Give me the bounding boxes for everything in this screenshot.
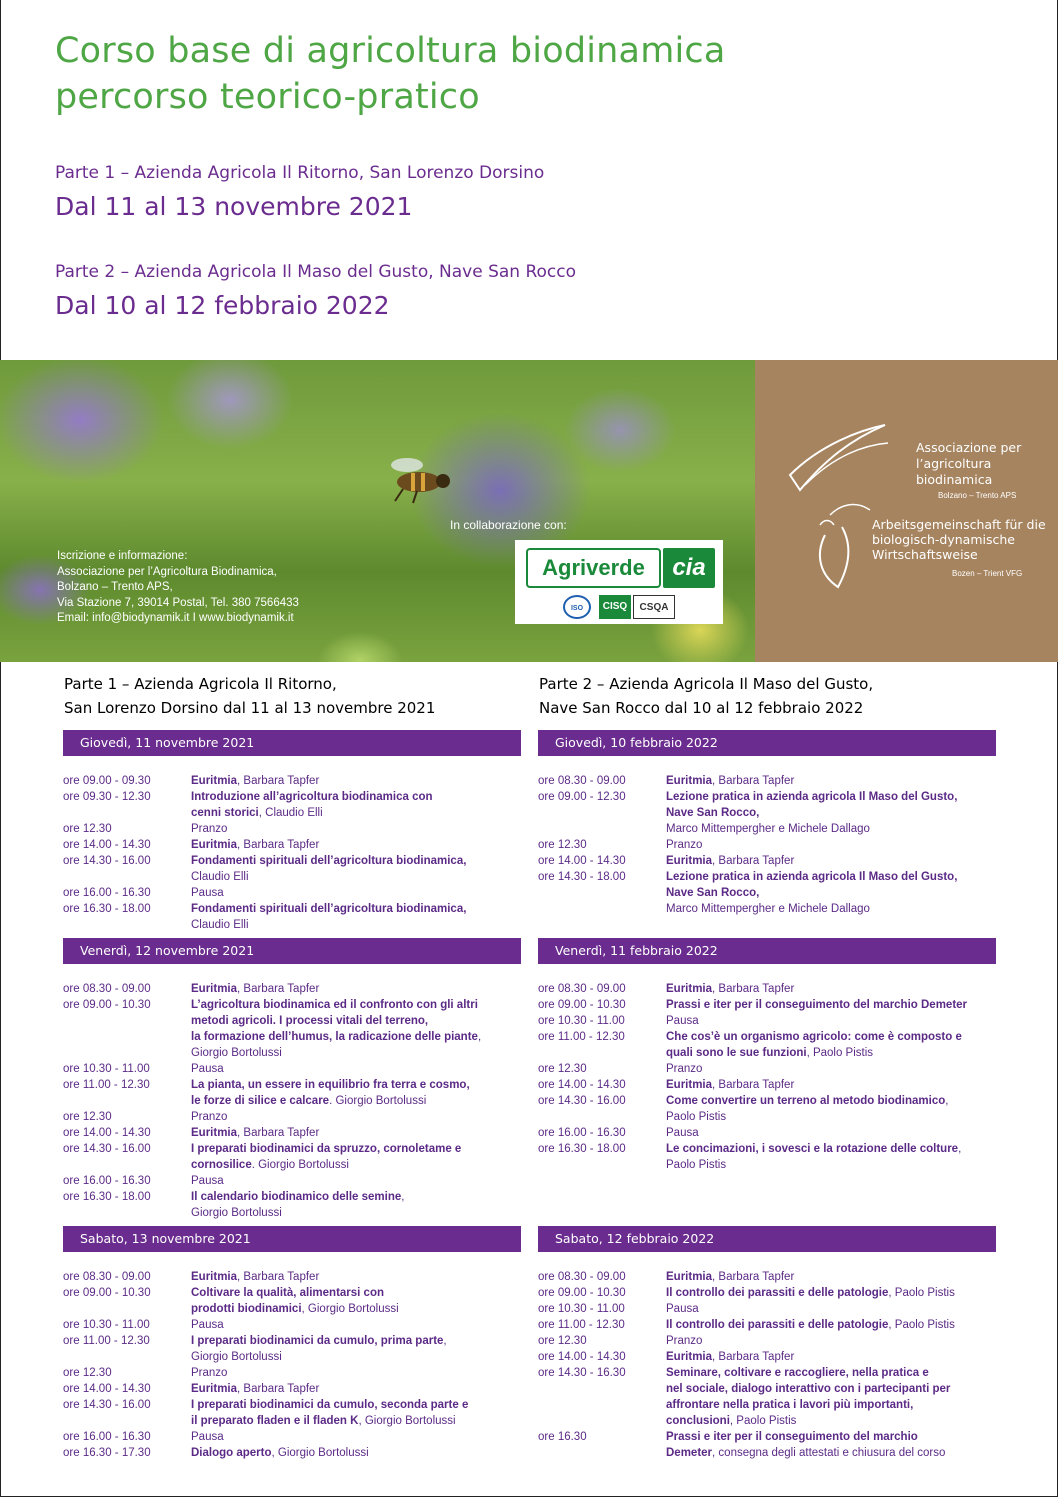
schedule-activity: [666, 1013, 996, 1029]
activity-detail: , Barbara Tapfer: [237, 1383, 320, 1395]
activity-title: Il controllo dei parassiti e delle patologie: [666, 1319, 889, 1331]
schedule-activity: [666, 1301, 996, 1317]
schedule-row: [538, 1365, 996, 1429]
schedule-row: [538, 1285, 996, 1301]
activity-detail: Pranzo: [191, 1111, 228, 1123]
schedule-row: [63, 821, 521, 837]
column-heading: [63, 672, 521, 720]
association-name-line: biodinamica: [916, 472, 993, 487]
csqa-logo: CSQA: [633, 595, 675, 619]
schedule-time: ore 11.00 - 12.30: [538, 1319, 625, 1331]
schedule-activity: [666, 837, 996, 853]
schedule-time: ore 14.00 - 14.30: [63, 1127, 151, 1139]
part2-header: [55, 261, 576, 323]
schedule-time: ore 14.30 - 16.30: [538, 1367, 626, 1379]
schedule-time: ore 12.30: [63, 1367, 112, 1379]
schedule-activity: [666, 1077, 996, 1093]
schedule-row: [63, 1125, 521, 1141]
schedule-activity: [666, 1285, 996, 1301]
day-header: Giovedì, 11 novembre 2021: [63, 730, 521, 756]
schedule-row: [63, 1061, 521, 1077]
schedule-activity: [191, 1061, 521, 1077]
schedule-row: [538, 1093, 996, 1125]
activity-title: Coltivare la qualità, alimentarsi con prodotti biodinamici: [191, 1287, 385, 1315]
activity-title: Euritmia: [191, 1127, 238, 1139]
activity-detail: , Paolo Pistis: [666, 1143, 962, 1171]
schedule-activity: [191, 1381, 521, 1397]
schedule-time: ore 16.00 - 16.30: [538, 1127, 626, 1139]
activity-title: Fondamenti spirituali dell’agricoltura biodinamica,: [191, 855, 467, 867]
activity-detail: Pausa: [191, 1063, 224, 1075]
schedule-row: [538, 1141, 996, 1173]
schedule-time: ore 12.30: [538, 839, 587, 851]
collab-label: In collaborazione con:: [450, 518, 567, 532]
cisq-logo: CISQ: [599, 595, 631, 619]
schedule-row: [538, 1301, 996, 1317]
schedule-activity: [666, 1029, 996, 1061]
schedule-activity: [666, 1125, 996, 1141]
schedule-list: [63, 981, 521, 1221]
schedule-activity: [666, 1141, 996, 1173]
schedule-row: [63, 885, 521, 901]
schedule-time: ore 10.30 - 11.00: [538, 1303, 625, 1315]
activity-detail: , Barbara Tapfer: [712, 775, 795, 787]
schedule-time: ore 16.00 - 16.30: [63, 1431, 151, 1443]
association-name-de: [872, 517, 1046, 562]
schedule-time: ore 08.30 - 09.00: [538, 1271, 626, 1283]
schedule-activity: [666, 789, 996, 837]
schedule-activity: [191, 773, 521, 789]
schedule-activity: [191, 837, 521, 853]
activity-title: Euritmia: [666, 1271, 713, 1283]
activity-detail: , Paolo Pistis: [888, 1287, 955, 1299]
activity-detail: , Barbara Tapfer: [712, 1271, 795, 1283]
schedule-time: ore 16.00 - 16.30: [63, 887, 151, 899]
schedule-time: ore 09.00 - 10.30: [538, 1287, 626, 1299]
schedule-activity: [191, 1109, 521, 1125]
schedule-time: ore 09.00 - 09.30: [63, 775, 151, 787]
schedule-time: ore 12.30: [63, 1111, 112, 1123]
schedule-activity: [191, 1429, 521, 1445]
day-block: [63, 1226, 521, 1461]
activity-title: Lezione pratica in azienda agricola Il Maso del Gusto, Nave San Rocco,: [666, 871, 958, 899]
schedule-activity: [191, 981, 521, 997]
association-sub-it: Bolzano – Trento APS: [938, 491, 1017, 500]
agriverde-logo: Agriverde: [526, 548, 661, 588]
activity-detail: , Barbara Tapfer: [712, 855, 795, 867]
schedule-time: ore 14.00 - 14.30: [538, 1351, 626, 1363]
schedule-activity: [666, 1333, 996, 1349]
schedule-row: [63, 1317, 521, 1333]
schedule-activity: [191, 997, 521, 1061]
schedule-activity: [666, 1317, 996, 1333]
schedule-activity: [666, 997, 996, 1013]
schedule-time: ore 10.30 - 11.00: [63, 1063, 150, 1075]
activity-title: Euritmia: [666, 1351, 713, 1363]
schedule-row: [538, 1269, 996, 1285]
schedule-row: [538, 1317, 996, 1333]
schedule-row: [538, 1349, 996, 1365]
schedule-activity: [666, 1349, 996, 1365]
activity-detail: , Barbara Tapfer: [712, 983, 795, 995]
association-name-line: Wirtschaftsweise: [872, 547, 978, 562]
schedule-activity: [666, 853, 996, 869]
schedule-time: ore 08.30 - 09.00: [538, 775, 626, 787]
column-heading-line: Parte 2 – Azienda Agricola Il Maso del Gusto,: [539, 675, 874, 693]
contact-line: Iscrizione e informazione:: [57, 550, 188, 562]
activity-detail: , Giorgio Bortolussi: [191, 1191, 405, 1219]
schedule-row: [63, 1365, 521, 1381]
schedule-time: ore 14.00 - 14.30: [63, 839, 151, 851]
schedule-activity: [191, 1445, 521, 1461]
schedule-row: [538, 853, 996, 869]
schedule-time: ore 14.30 - 18.00: [538, 871, 626, 883]
schedule-row: [63, 773, 521, 789]
activity-detail: Claudio Elli: [191, 871, 249, 883]
schedule-activity: [191, 1141, 521, 1173]
schedule-row: [63, 1109, 521, 1125]
schedule-activity: [666, 773, 996, 789]
schedule-activity: [666, 1429, 996, 1461]
schedule-row: [538, 1333, 996, 1349]
schedule-row: [538, 1061, 996, 1077]
schedule-time: ore 16.30 - 18.00: [63, 903, 151, 915]
activity-title: Prassi e iter per il conseguimento del marchio Demeter: [666, 1431, 918, 1459]
schedule-activity: [191, 1365, 521, 1381]
schedule-time: ore 16.30 - 17.30: [63, 1447, 151, 1459]
schedule-time: ore 12.30: [538, 1063, 587, 1075]
schedule-row: [538, 997, 996, 1013]
schedule-activity: [191, 901, 521, 933]
activity-title: Seminare, coltivare e raccogliere, nella pratica e nel sociale, dialogo interattivo con i partecipanti per affrontare nella pratica i lavori più importanti, conclusioni: [666, 1367, 951, 1427]
contact-line: Email: info@biodynamik.it I www.biodynamik.it: [57, 612, 294, 624]
schedule-row: [538, 869, 996, 917]
activity-title: Introduzione all’agricoltura biodinamica con cenni storici: [191, 791, 433, 819]
schedule-time: ore 16.30 - 18.00: [538, 1143, 626, 1155]
schedule-row: [63, 1429, 521, 1445]
activity-title: Euritmia: [191, 839, 238, 851]
bee-icon: [383, 455, 453, 505]
association-name-line: Associazione per: [916, 440, 1022, 455]
column-heading-line: Parte 1 – Azienda Agricola Il Ritorno,: [64, 675, 337, 693]
activity-title: Euritmia: [666, 775, 713, 787]
schedule-list: [538, 1269, 996, 1461]
schedule-row: [63, 1381, 521, 1397]
activity-detail: Pausa: [191, 1431, 224, 1443]
association-logo-icon: [780, 415, 890, 590]
activity-detail: Pausa: [191, 1319, 224, 1331]
activity-title: Euritmia: [666, 1079, 713, 1091]
day-block: [538, 730, 996, 917]
activity-detail: , Barbara Tapfer: [237, 839, 320, 851]
schedule-activity: [666, 1269, 996, 1285]
part1-location: Parte 1 – Azienda Agricola Il Ritorno, San Lorenzo Dorsino: [55, 163, 545, 183]
activity-title: Dialogo aperto: [191, 1447, 272, 1459]
schedule-activity: [191, 1173, 521, 1189]
activity-title: I preparati biodinamici da cumulo, prima parte: [191, 1335, 444, 1347]
cia-logo: cia: [663, 548, 715, 588]
schedule-activity: [191, 1125, 521, 1141]
schedule-row: [63, 1445, 521, 1461]
day-header: Sabato, 13 novembre 2021: [63, 1226, 521, 1252]
activity-detail: , Giorgio Bortolussi: [358, 1415, 456, 1427]
activity-detail: Pranzo: [666, 1335, 703, 1347]
activity-detail: , Barbara Tapfer: [237, 1271, 320, 1283]
association-name-it: [916, 440, 1021, 488]
schedule-time: ore 14.30 - 16.00: [538, 1095, 626, 1107]
day-block: [538, 1226, 996, 1461]
association-name-line: Arbeitsgemeinschaft für die: [872, 517, 1046, 532]
photo-band: [0, 360, 1058, 662]
flower-photo: [0, 360, 755, 662]
schedule-row: [63, 1141, 521, 1173]
day-header: Giovedì, 10 febbraio 2022: [538, 730, 996, 756]
schedule-time: ore 08.30 - 09.00: [63, 1271, 151, 1283]
activity-detail: , Claudio Elli: [258, 807, 323, 819]
activity-title: Euritmia: [666, 983, 713, 995]
activity-detail: Pausa: [666, 1303, 699, 1315]
activity-detail: Marco Mittempergher e Michele Dallago: [666, 823, 870, 835]
schedule-row: [538, 1077, 996, 1093]
schedule-time: ore 09.00 - 10.30: [63, 999, 151, 1011]
activity-title: La pianta, un essere in equilibrio fra terra e cosmo, le forze di silice e calcare: [191, 1079, 470, 1107]
schedule-time: ore 14.30 - 16.00: [63, 1399, 151, 1411]
activity-title: Che cos’è un organismo agricolo: come è composto e quali sono le sue funzioni: [666, 1031, 962, 1059]
schedule-time: ore 16.00 - 16.30: [63, 1175, 151, 1187]
activity-detail: Pranzo: [666, 839, 703, 851]
schedule-row: [538, 1029, 996, 1061]
activity-title: Euritmia: [666, 855, 713, 867]
schedule-time: ore 14.30 - 16.00: [63, 855, 151, 867]
activity-title: Come convertire un terreno al metodo biodinamico: [666, 1095, 946, 1107]
activity-title: L’agricoltura biodinamica ed il confronto con gli altri metodi agricoli. I processi vitali del terreno, la formazione dell’humus, la radicazione delle piante: [191, 999, 478, 1043]
activity-detail: , Giorgio Bortolussi: [191, 1031, 482, 1059]
program-column-part1: [63, 672, 521, 1459]
schedule-row: [538, 837, 996, 853]
activity-title: Le concimazioni, i sovesci e la rotazione delle colture: [666, 1143, 959, 1155]
page-title: [55, 28, 726, 120]
schedule-row: [63, 1333, 521, 1365]
schedule-time: ore 16.30 - 18.00: [63, 1191, 151, 1203]
schedule-activity: [666, 981, 996, 997]
activity-detail: Marco Mittempergher e Michele Dallago: [666, 903, 870, 915]
association-name-line: l’agricoltura: [916, 456, 992, 471]
schedule-time: ore 10.30 - 11.00: [538, 1015, 625, 1027]
schedule-row: [538, 1429, 996, 1461]
schedule-row: [63, 837, 521, 853]
activity-detail: , Paolo Pistis: [729, 1415, 797, 1427]
activity-detail: Claudio Elli: [191, 919, 249, 931]
schedule-time: ore 09.30 - 12.30: [63, 791, 151, 803]
schedule-time: ore 08.30 - 09.00: [538, 983, 626, 995]
activity-title: Euritmia: [191, 1383, 238, 1395]
activity-detail: , Barbara Tapfer: [237, 775, 320, 787]
activity-title: Il controllo dei parassiti e delle patologie: [666, 1287, 889, 1299]
schedule-time: ore 10.30 - 11.00: [63, 1319, 150, 1331]
part2-location: Parte 2 – Azienda Agricola Il Maso del Gusto, Nave San Rocco: [55, 262, 577, 282]
schedule-row: [538, 981, 996, 997]
activity-detail: , Giorgio Bortolussi: [271, 1447, 369, 1459]
schedule-row: [538, 1125, 996, 1141]
schedule-row: [63, 789, 521, 821]
day-block: [63, 938, 521, 1221]
activity-detail: , Giorgio Bortolussi: [191, 1335, 447, 1363]
activity-detail: , Paolo Pistis: [888, 1319, 955, 1331]
schedule-time: ore 11.00 - 12.30: [538, 1031, 625, 1043]
activity-detail: Pranzo: [191, 823, 228, 835]
column-heading: [538, 672, 996, 720]
schedule-activity: [666, 1061, 996, 1077]
certification-seal-icon: ISO: [563, 595, 591, 619]
schedule-row: [63, 901, 521, 933]
activity-detail: Pausa: [666, 1127, 699, 1139]
schedule-time: ore 12.30: [538, 1335, 587, 1347]
association-sub-de: Bozen – Trient VFG: [952, 569, 1023, 578]
schedule-time: ore 09.00 - 10.30: [63, 1287, 151, 1299]
activity-detail: . Giorgio Bortolussi: [329, 1095, 427, 1107]
schedule-activity: [191, 1397, 521, 1429]
schedule-row: [538, 789, 996, 837]
activity-detail: , Giorgio Bortolussi: [301, 1303, 399, 1315]
activity-title: Il calendario biodinamico delle semine: [191, 1191, 402, 1203]
part1-dates: Dal 11 al 13 novembre 2021: [55, 192, 413, 221]
schedule-activity: [191, 1189, 521, 1221]
schedule-time: ore 09.00 - 10.30: [538, 999, 626, 1011]
activity-detail: , consegna degli attestati e chiusura del corso: [712, 1447, 946, 1459]
activity-title: Euritmia: [191, 775, 238, 787]
activity-detail: , Barbara Tapfer: [237, 1127, 320, 1139]
activity-detail: Pausa: [666, 1015, 699, 1027]
schedule-activity: [191, 1077, 521, 1109]
activity-detail: , Barbara Tapfer: [237, 983, 320, 995]
schedule-activity: [666, 869, 996, 917]
schedule-row: [63, 1285, 521, 1317]
schedule-list: [63, 1269, 521, 1461]
schedule-activity: [191, 1317, 521, 1333]
schedule-time: ore 14.00 - 14.30: [63, 1383, 151, 1395]
schedule-row: [538, 773, 996, 789]
day-header: Sabato, 12 febbraio 2022: [538, 1226, 996, 1252]
association-name-line: biologisch-dynamische: [872, 532, 1015, 547]
schedule-list: [538, 773, 996, 917]
activity-detail: , Barbara Tapfer: [712, 1079, 795, 1091]
schedule-activity: [191, 1333, 521, 1365]
schedule-activity: [191, 821, 521, 837]
schedule-activity: [191, 853, 521, 885]
activity-detail: , Paolo Pistis: [666, 1095, 949, 1123]
schedule-activity: [191, 885, 521, 901]
schedule-list: [63, 773, 521, 933]
schedule-row: [63, 997, 521, 1061]
schedule-time: ore 11.00 - 12.30: [63, 1335, 150, 1347]
schedule-time: ore 11.00 - 12.30: [63, 1079, 150, 1091]
day-header: Venerdì, 11 febbraio 2022: [538, 938, 996, 964]
title-line-1: Corso base di agricoltura biodinamica: [55, 31, 726, 71]
schedule-time: ore 08.30 - 09.00: [63, 983, 151, 995]
activity-title: I preparati biodinamici da spruzzo, cornoletame e cornosilice: [191, 1143, 462, 1171]
activity-title: Euritmia: [191, 1271, 238, 1283]
schedule-row: [63, 1189, 521, 1221]
schedule-row: [63, 981, 521, 997]
schedule-activity: [666, 1093, 996, 1125]
schedule-row: [63, 1269, 521, 1285]
activity-title: Euritmia: [191, 983, 238, 995]
day-header: Venerdì, 12 novembre 2021: [63, 938, 521, 964]
activity-title: I preparati biodinamici da cumulo, seconda parte e il preparato fladen e il fladen K: [191, 1399, 469, 1427]
contact-info: [57, 549, 299, 627]
activity-detail: , Paolo Pistis: [806, 1047, 874, 1059]
schedule-row: [63, 853, 521, 885]
activity-detail: , Barbara Tapfer: [712, 1351, 795, 1363]
activity-detail: Pranzo: [191, 1367, 228, 1379]
schedule-time: ore 12.30: [63, 823, 112, 835]
part1-header: [55, 162, 544, 224]
schedule-row: [63, 1173, 521, 1189]
schedule-time: ore 09.00 - 12.30: [538, 791, 626, 803]
activity-detail: Pausa: [191, 1175, 224, 1187]
schedule-activity: [191, 789, 521, 821]
contact-line: Via Stazione 7, 39014 Postal, Tel. 380 7566433: [57, 596, 299, 609]
schedule-row: [63, 1077, 521, 1109]
activity-detail: Pausa: [191, 887, 224, 899]
sponsor-logos: [515, 540, 723, 624]
column-heading-line: San Lorenzo Dorsino dal 11 al 13 novembre 2021: [64, 699, 436, 717]
schedule-time: ore 16.30: [538, 1431, 587, 1443]
contact-line: Associazione per l’Agricoltura Biodinamica,: [57, 565, 277, 578]
schedule-list: [538, 981, 996, 1173]
schedule-activity: [191, 1269, 521, 1285]
schedule-time: ore 14.00 - 14.30: [538, 855, 626, 867]
program-column-part2: [538, 672, 996, 1459]
title-line-2: percorso teorico-pratico: [55, 77, 480, 117]
schedule-row: [538, 1013, 996, 1029]
schedule-time: ore 14.30 - 16.00: [63, 1143, 151, 1155]
day-block: [63, 730, 521, 933]
schedule-time: ore 14.00 - 14.30: [538, 1079, 626, 1091]
activity-detail: . Giorgio Bortolussi: [251, 1159, 349, 1171]
schedule-row: [63, 1397, 521, 1429]
schedule-activity: [666, 1365, 996, 1429]
activity-detail: Pranzo: [666, 1063, 703, 1075]
part2-dates: Dal 10 al 12 febbraio 2022: [55, 291, 390, 320]
activity-title: Lezione pratica in azienda agricola Il Maso del Gusto, Nave San Rocco,: [666, 791, 958, 819]
activity-title: Fondamenti spirituali dell’agricoltura biodinamica,: [191, 903, 467, 915]
contact-line: Bolzano – Trento APS,: [57, 581, 173, 593]
activity-title: Prassi e iter per il conseguimento del marchio Demeter: [666, 999, 968, 1011]
schedule-activity: [191, 1285, 521, 1317]
day-block: [538, 938, 996, 1173]
column-heading-line: Nave San Rocco dal 10 al 12 febbraio 2022: [539, 699, 864, 717]
